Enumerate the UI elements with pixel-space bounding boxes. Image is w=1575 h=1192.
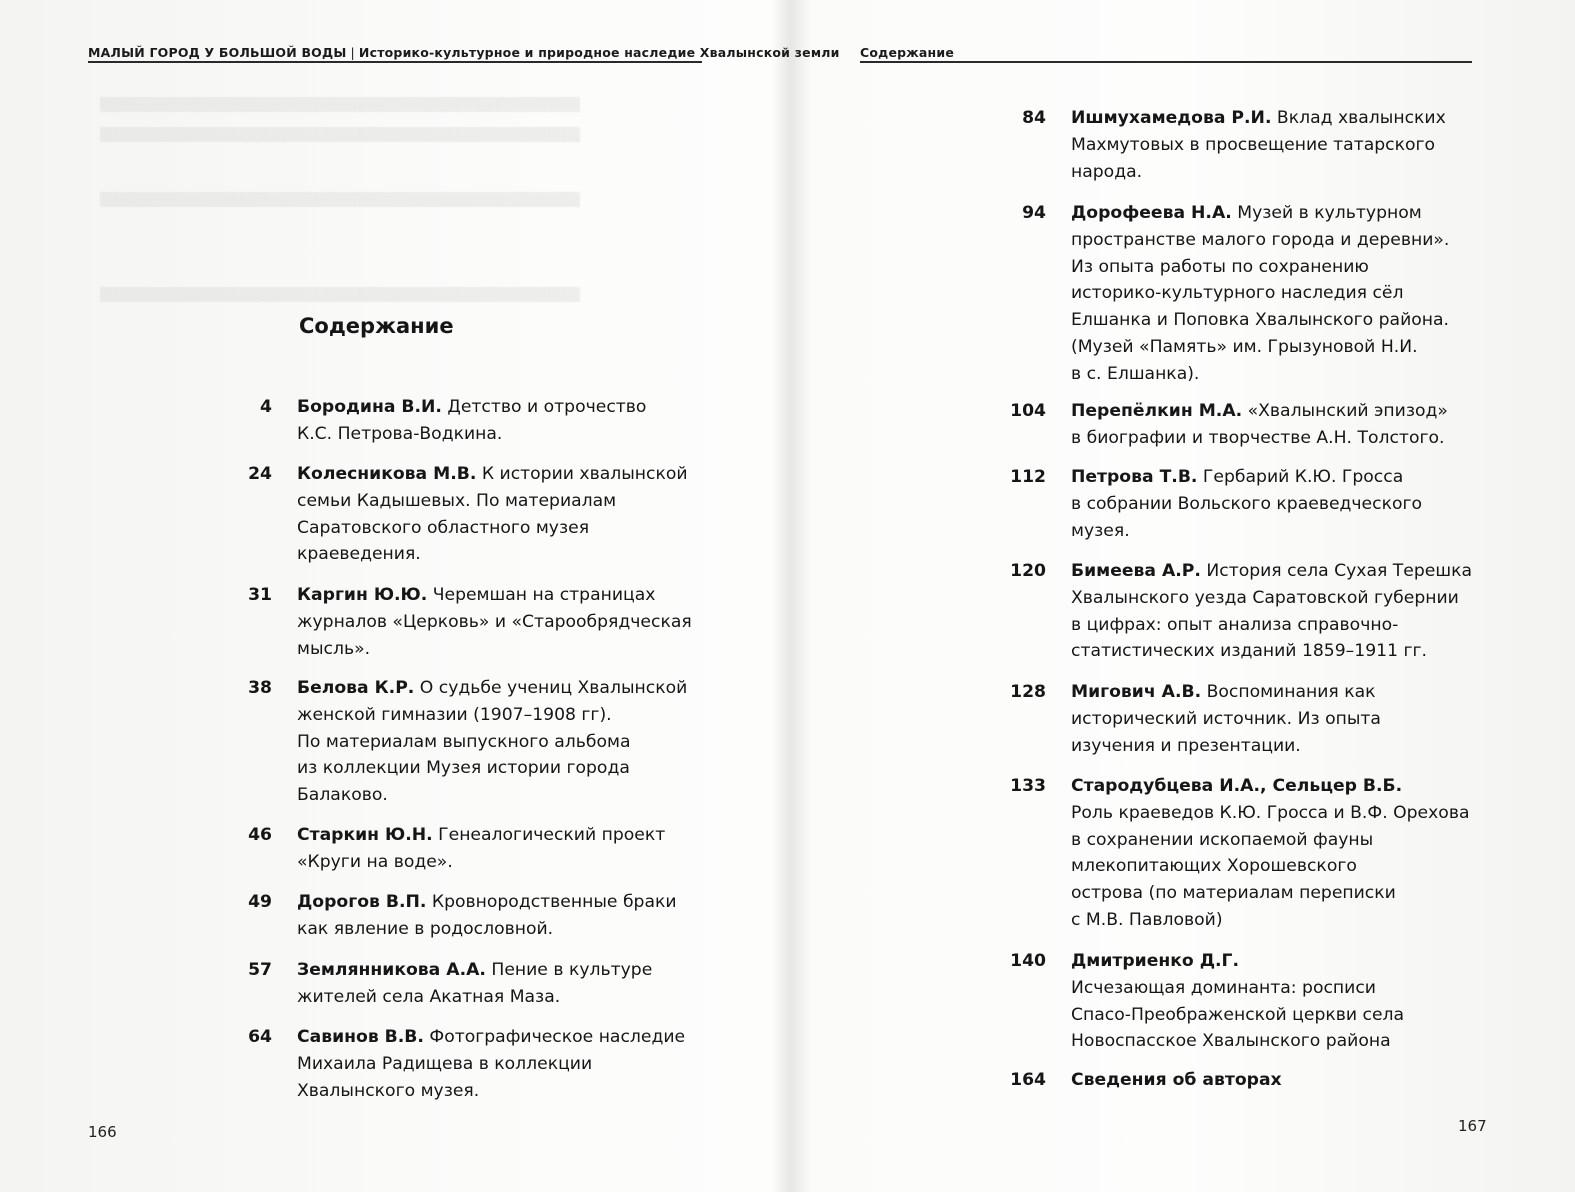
toc-page-number: 49: [248, 892, 272, 912]
toc-title-text: Воспоминания как: [1201, 682, 1376, 702]
toc-line: [1071, 948, 1404, 975]
toc-line: Хвалынского музея.: [297, 1080, 480, 1101]
toc-page-number: 31: [248, 585, 272, 605]
toc-author: Стародубцева И.А., Сельцер В.Б.: [1071, 776, 1403, 796]
show-through-text: ▒▒▒▒▒▒▒▒▒▒▒▒▒▒▒▒▒▒▒▒▒▒▒▒▒▒▒▒▒▒▒▒▒▒▒▒▒▒▒▒▒▒▒▒▒▒▒▒: [100, 128, 580, 143]
toc-line: К.С. Петрова-Водкина.: [297, 423, 503, 444]
toc-page-number: 128: [1010, 682, 1046, 702]
toc-line: млекопитающих Хорошевского: [1071, 856, 1357, 877]
toc-author: Ишмухамедова Р.И.: [1071, 108, 1272, 128]
toc-author: Дорофеева Н.А.: [1071, 203, 1232, 223]
toc-author: Землянникова А.А.: [297, 960, 486, 980]
show-through-text: ▒▒▒▒▒▒▒▒▒▒▒▒▒▒▒▒▒▒▒▒▒▒▒▒▒▒▒▒▒▒▒▒▒▒▒▒▒▒▒▒▒▒▒▒▒▒▒▒: [100, 193, 580, 208]
toc-title-text: Черемшан на страницах: [427, 585, 656, 605]
toc-line: Роль краеведов К.Ю. Гросса и В.Ф. Орехова: [1071, 802, 1470, 823]
toc-line: [1071, 679, 1381, 706]
toc-author: Каргин Ю.Ю.: [297, 585, 428, 605]
toc-page-number: 24: [248, 464, 272, 484]
toc-line: Михаила Радищева в коллекции: [297, 1053, 593, 1074]
toc-entry-text: [1071, 773, 1469, 934]
header-rule: [88, 61, 702, 63]
toc-author: Белова К.Р.: [297, 678, 415, 698]
toc-page-number: 64: [248, 1027, 272, 1047]
toc-title-text: Пение в культуре: [485, 960, 653, 980]
toc-line: [1071, 773, 1469, 800]
toc-line: [1071, 558, 1472, 585]
toc-entry-text: [297, 889, 677, 943]
toc-line: [1071, 1067, 1282, 1094]
toc-line: изучения и презентации.: [1071, 735, 1301, 756]
toc-line: «Круги на воде».: [297, 851, 453, 872]
toc-line: Новоспасское Хвалынского района: [1071, 1031, 1391, 1052]
toc-page-number: 133: [1010, 776, 1046, 796]
toc-author: Сведения об авторах: [1071, 1070, 1282, 1090]
toc-entry-text: [1071, 105, 1446, 185]
toc-page-number: 46: [248, 825, 272, 845]
toc-line: острова (по материалам переписки: [1071, 883, 1396, 904]
page-number: 166: [88, 1123, 117, 1141]
toc-entry-text: [1071, 200, 1449, 388]
toc-line: в цифрах: опыт анализа справочно-: [1071, 614, 1399, 635]
toc-title-text: Кровнородственные браки: [426, 892, 677, 912]
toc-entry-text: [1071, 464, 1422, 544]
toc-author: Савинов В.В.: [297, 1027, 424, 1047]
toc-line: [1071, 105, 1446, 132]
toc-page-number: 57: [248, 960, 272, 980]
toc-line: Спасо-Преображенской церкви села: [1071, 1004, 1405, 1025]
running-head-separator: |: [350, 45, 355, 60]
toc-author: Дмитриенко Д.Г.: [1071, 951, 1240, 971]
toc-line: с М.В. Павловой): [1071, 909, 1223, 930]
toc-entry-text: [297, 957, 652, 1011]
header-rule: [860, 61, 1472, 63]
toc-title-text: Гербарий К.Ю. Гросса: [1197, 467, 1404, 487]
toc-page-number: 140: [1010, 951, 1046, 971]
toc-line: [297, 957, 652, 984]
toc-title-text: Музей в культурном: [1231, 203, 1422, 223]
toc-line: [297, 582, 692, 609]
toc-title-text: К истории хвалынской: [476, 464, 688, 484]
toc-line: женской гимназии (1907–1908 гг).: [297, 704, 612, 725]
toc-line: [1071, 464, 1422, 491]
toc-line: [297, 889, 677, 916]
toc-page-number: 112: [1010, 467, 1046, 487]
toc-line: исторический источник. Из опыта: [1071, 708, 1381, 729]
toc-page-number: 120: [1010, 561, 1046, 581]
toc-line: [297, 1024, 685, 1051]
toc-entry-text: [1071, 948, 1404, 1055]
toc-page-number: 38: [248, 678, 272, 698]
toc-author: Перепёлкин М.А.: [1071, 401, 1243, 421]
running-head: Содержание: [860, 45, 955, 60]
show-through-text: ▒▒▒▒▒▒▒▒▒▒▒▒▒▒▒▒▒▒▒▒▒▒▒▒▒▒▒▒▒▒▒▒▒▒▒▒▒▒▒▒▒▒▒▒▒▒▒▒: [100, 288, 580, 303]
toc-line: из коллекции Музея истории города: [297, 758, 630, 779]
toc-line: мысль».: [297, 638, 371, 659]
book-title: МАЛЫЙ ГОРОД У БОЛЬШОЙ ВОДЫ: [88, 45, 347, 60]
toc-line: в собрании Вольского краеведческого: [1071, 493, 1423, 514]
toc-line: краеведения.: [297, 544, 421, 565]
running-head: [88, 45, 840, 60]
toc-line: статистических изданий 1859–1911 гг.: [1071, 641, 1428, 662]
toc-page-number: 104: [1010, 401, 1046, 421]
toc-line: в сохранении ископаемой фауны: [1071, 829, 1374, 850]
toc-entry-text: [1071, 1067, 1282, 1094]
toc-line: (Музей «Память» им. Грызуновой Н.И.: [1071, 336, 1418, 357]
book-subtitle: Историко-культурное и природное наследие Хвалынской земли: [358, 45, 840, 60]
toc-line: [297, 822, 665, 849]
toc-line: [1071, 398, 1448, 425]
toc-page-number: 164: [1010, 1070, 1046, 1090]
toc-title-text: О судьбе учениц Хвалынской: [414, 678, 688, 698]
toc-line: Балаково.: [297, 785, 388, 806]
toc-line: [1071, 200, 1449, 227]
toc-entry-text: [297, 822, 665, 876]
toc-line: [297, 675, 687, 702]
toc-line: семьи Кадышевых. По материалам: [297, 490, 617, 511]
page-title: Содержание: [299, 314, 454, 338]
toc-entry-text: [1071, 398, 1448, 452]
toc-page-number: 84: [1022, 108, 1046, 128]
toc-author: Старкин Ю.Н.: [297, 825, 433, 845]
show-through-text: ▒▒▒▒▒▒▒▒▒▒▒▒▒▒▒▒▒▒▒▒▒▒▒▒▒▒▒▒▒▒▒▒▒▒▒▒▒▒▒▒▒▒▒▒▒▒▒▒: [100, 98, 580, 113]
toc-page-number: 4: [260, 397, 272, 417]
toc-line: [297, 394, 646, 421]
toc-author: Мигович А.В.: [1071, 682, 1202, 702]
toc-author: Петрова Т.В.: [1071, 467, 1198, 487]
toc-entry-text: [297, 582, 692, 662]
toc-page-number: 94: [1022, 203, 1046, 223]
toc-author: Бимеева А.Р.: [1071, 561, 1201, 581]
toc-title-text: Детство и отрочество: [441, 397, 647, 417]
toc-author: Дорогов В.П.: [297, 892, 427, 912]
toc-entry-text: [1071, 679, 1381, 759]
toc-line: пространстве малого города и деревни».: [1071, 229, 1450, 250]
toc-line: По материалам выпускного альбома: [297, 731, 631, 752]
toc-line: в с. Елшанка).: [1071, 363, 1200, 384]
toc-line: жителей села Акатная Маза.: [297, 986, 561, 1007]
toc-title-text: «Хвалынский эпизод»: [1242, 401, 1448, 421]
toc-title-text: Генеалогический проект: [432, 825, 666, 845]
toc-line: Хвалынского уезда Саратовской губернии: [1071, 587, 1459, 608]
toc-entry-text: [297, 461, 688, 568]
toc-entry-text: [1071, 558, 1472, 665]
toc-line: народа.: [1071, 161, 1143, 182]
toc-line: как явление в родословной.: [297, 918, 554, 939]
toc-title-text: Вклад хвалынских: [1271, 108, 1446, 128]
toc-line: журналов «Церковь» и «Старообрядческая: [297, 611, 692, 632]
toc-line: Елшанка и Поповка Хвалынского района.: [1071, 310, 1449, 331]
toc-line: Исчезающая доминанта: росписи: [1071, 977, 1376, 998]
toc-author: Колесникова М.В.: [297, 464, 477, 484]
toc-line: Из опыта работы по сохранению: [1071, 256, 1369, 277]
toc-author: Бородина В.И.: [297, 397, 442, 417]
toc-line: историко-культурного наследия сёл: [1071, 283, 1404, 304]
toc-entry-text: [297, 394, 646, 448]
toc-line: в биографии и творчестве А.Н. Толстого.: [1071, 427, 1445, 448]
toc-line: Махмутовых в просвещение татарского: [1071, 134, 1436, 155]
page-number: 167: [1458, 1117, 1487, 1135]
toc-entry-text: [297, 675, 687, 809]
toc-line: музея.: [1071, 520, 1130, 541]
toc-title-text: История села Сухая Терешка: [1200, 561, 1472, 581]
toc-line: Саратовского областного музея: [297, 517, 590, 538]
toc-entry-text: [297, 1024, 685, 1104]
toc-line: [297, 461, 688, 488]
toc-title-text: Фотографическое наследие: [423, 1027, 686, 1047]
right-page: [790, 0, 1575, 1192]
